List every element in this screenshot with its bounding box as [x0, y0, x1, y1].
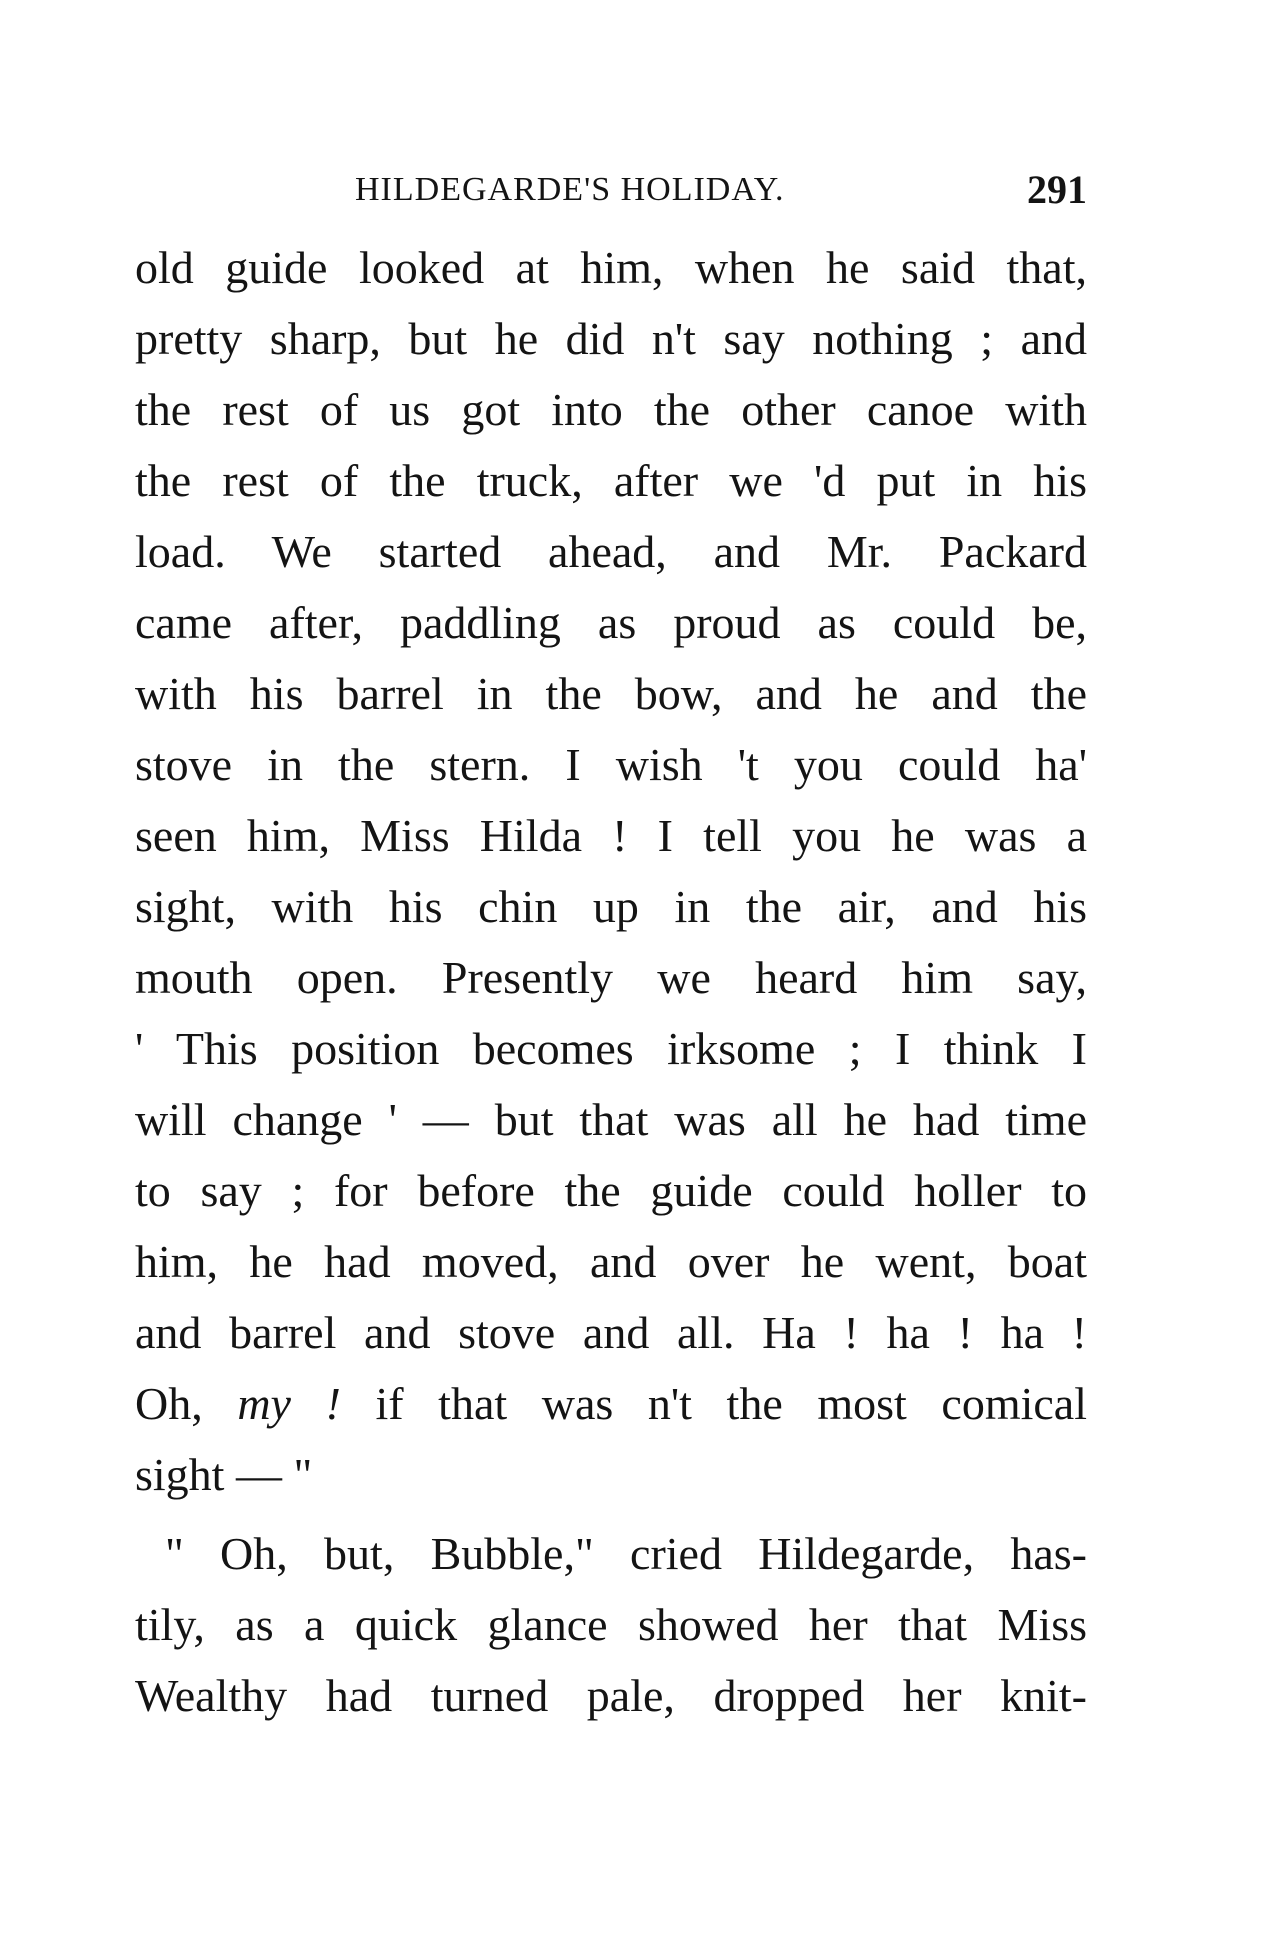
- text-line: stove in the stern. I wish 't you could ha': [135, 739, 1087, 790]
- paragraph: [135, 1518, 1087, 1731]
- text-line: will change ' — but that was all he had time: [135, 1094, 1087, 1145]
- text-line: and barrel and stove and all. Ha ! ha ! ha !: [135, 1307, 1087, 1358]
- text-line: the rest of the truck, after we 'd put in his: [135, 455, 1087, 506]
- body-text: [135, 232, 1087, 1731]
- text-line: [135, 1368, 1087, 1439]
- text-line: ' This position becomes irksome ; I think I: [135, 1023, 1087, 1074]
- text-line: to say ; for before the guide could holler to: [135, 1165, 1087, 1216]
- text-run: Oh,: [135, 1378, 238, 1429]
- text-line: came after, paddling as proud as could be,: [135, 597, 1087, 648]
- text-line: with his barrel in the bow, and he and the: [135, 668, 1087, 719]
- paragraph: [135, 232, 1087, 1510]
- text-line: mouth open. Presently we heard him say,: [135, 952, 1087, 1003]
- italic-text-run: my !: [237, 1378, 341, 1429]
- text-line: Wealthy had turned pale, dropped her knit-: [135, 1670, 1087, 1721]
- text-line: the rest of us got into the other canoe with: [135, 384, 1087, 435]
- text-line: seen him, Miss Hilda ! I tell you he was a: [135, 810, 1087, 861]
- running-head: [135, 160, 1087, 220]
- running-title: HILDEGARDE'S HOLIDAY.: [355, 171, 785, 208]
- text-run: if that was n't the most comical: [340, 1378, 1087, 1429]
- text-line: sight, with his chin up in the air, and his: [135, 881, 1087, 932]
- text-line: old guide looked at him, when he said that,: [135, 242, 1087, 293]
- text-line: " Oh, but, Bubble," cried Hildegarde, has-: [165, 1528, 1087, 1579]
- text-line: pretty sharp, but he did n't say nothing ; and: [135, 313, 1087, 364]
- page-number: 291: [1027, 167, 1087, 212]
- text-line: load. We started ahead, and Mr. Packard: [135, 526, 1087, 577]
- text-line: sight — ": [135, 1449, 313, 1500]
- text-line: him, he had moved, and over he went, boat: [135, 1236, 1087, 1287]
- text-line: tily, as a quick glance showed her that Miss: [135, 1599, 1087, 1650]
